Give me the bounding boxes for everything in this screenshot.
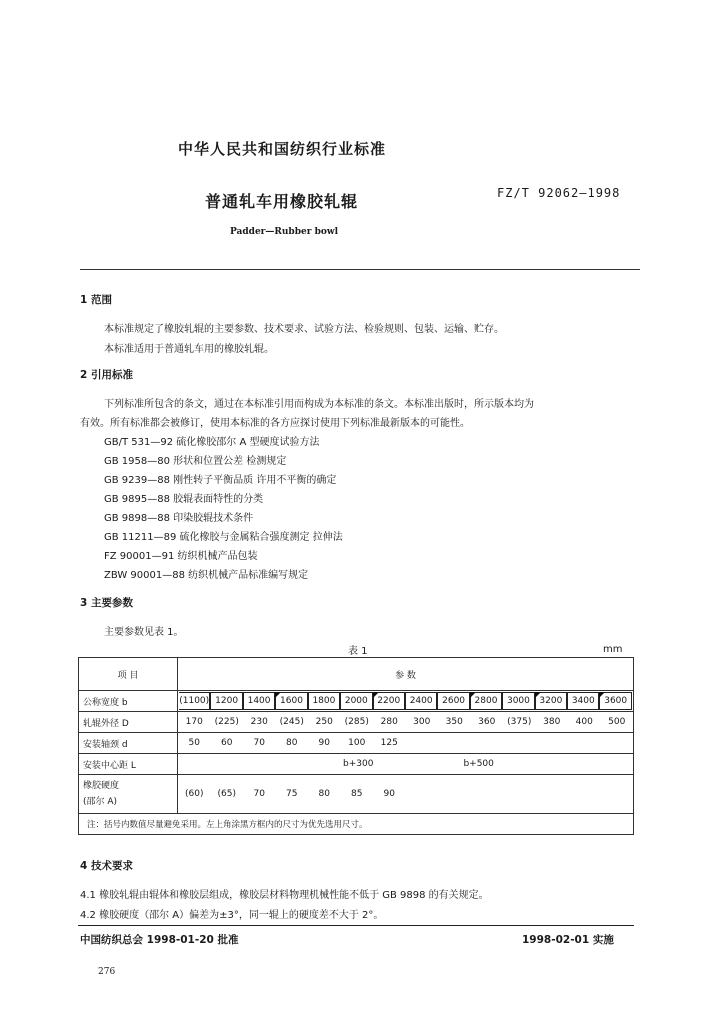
- row-label-center: 安装中心距 L: [79, 754, 178, 775]
- reference-item: FZ 90001—91 纺织机械产品包装: [104, 551, 258, 562]
- hardness-cell: 85: [351, 789, 363, 799]
- width-cell: 1200: [210, 692, 242, 710]
- width-cell: 2800: [470, 692, 502, 710]
- hardness-values: [178, 789, 633, 799]
- section3-intro: 主要参数见表 1。: [104, 627, 184, 638]
- diameter-cell: 170: [185, 717, 203, 727]
- header-rule: [80, 269, 640, 270]
- hardness-cell: 70: [253, 789, 265, 799]
- width-cell: 1400: [243, 692, 275, 710]
- section4-item1: 4.1 橡胶轧辊由辊体和橡胶层组成，橡胶层材料物理机械性能不低于 GB 9898 的有关规定。: [80, 890, 489, 901]
- section1-heading: 1 范围: [80, 294, 112, 306]
- section2-intro2: 有效。所有标准都会被修订，使用本标准的各方应探讨使用下列标准最新版本的可能性。: [80, 418, 470, 429]
- journal-cell: 70: [253, 738, 265, 748]
- standard-code: FZ/T 92062—1998: [497, 186, 621, 200]
- width-cell: 1800: [308, 692, 340, 710]
- section2-heading: 2 引用标准: [80, 369, 133, 381]
- journal-cell: 100: [348, 738, 366, 748]
- center-value: b+500: [463, 759, 494, 769]
- table-unit: mm: [603, 644, 623, 655]
- diameter-cell: (375): [507, 717, 532, 727]
- journal-cell: 60: [221, 738, 233, 748]
- english-title: Padder—Rubber bowl: [230, 227, 339, 237]
- row-label-diameter: 轧辊外径 D: [79, 712, 178, 733]
- width-cell: 1600: [275, 692, 307, 710]
- row-label-journal: 安装轴颈 d: [79, 733, 178, 754]
- width-values: [179, 691, 632, 711]
- reference-item: GB 9898—88 印染胶辊技术条件: [104, 513, 254, 524]
- journal-cell: 125: [380, 738, 398, 748]
- width-cell: 3200: [535, 692, 567, 710]
- reference-item: GB/T 531—92 硫化橡胶邵尔 A 型硬度试验方法: [104, 437, 320, 448]
- implementation-date: 1998-02-01 实施: [522, 934, 614, 946]
- diameter-cell: (285): [344, 717, 369, 727]
- width-cell: 3400: [567, 692, 599, 710]
- reference-item: GB 1958—80 形状和位置公差 检测规定: [104, 456, 287, 467]
- diameter-cell: (225): [214, 717, 239, 727]
- approval-date: 中国纺织总会 1998-01-20 批准: [80, 934, 239, 946]
- reference-item: GB 11211—89 硫化橡胶与金属粘合强度测定 拉伸法: [104, 532, 343, 543]
- diameter-cell: 500: [608, 717, 626, 727]
- hardness-cell: (65): [217, 789, 236, 799]
- section4-item2: 4.2 橡胶硬度（邵尔 A）偏差为±3°，同一辊上的硬度差不大于 2°。: [80, 910, 384, 921]
- center-value: b+300: [343, 759, 374, 769]
- section4-heading: 4 技术要求: [80, 860, 133, 872]
- section1-line2: 本标准适用于普通轧车用的橡胶轧辊。: [104, 344, 274, 355]
- width-cell: 2400: [405, 692, 437, 710]
- hardness-label-line1: 橡胶硬度: [83, 781, 120, 791]
- width-cell: 2000: [340, 692, 372, 710]
- issuing-organization: 中华人民共和国纺织行业标准: [178, 140, 387, 158]
- table-note: 注：括号内数值尽量避免采用。左上角涂黑方框内的尺寸为优先选用尺寸。: [79, 814, 634, 835]
- journal-values: [178, 738, 633, 748]
- journal-cell: 50: [188, 738, 200, 748]
- row-label-hardness: [79, 775, 178, 814]
- diameter-cell: 230: [250, 717, 268, 727]
- table-title: 表 1: [348, 646, 368, 657]
- diameter-cell: 250: [315, 717, 333, 727]
- width-cell: 2600: [437, 692, 469, 710]
- diameter-cell: 300: [413, 717, 431, 727]
- hardness-cell: 80: [318, 789, 330, 799]
- width-cell: 3600: [599, 692, 631, 710]
- width-cell: 2200: [373, 692, 405, 710]
- diameter-cell: (245): [279, 717, 304, 727]
- diameter-cell: 350: [445, 717, 463, 727]
- width-cell: (1100): [179, 692, 210, 710]
- standard-title: 普通轧车用橡胶轧辊: [205, 192, 359, 211]
- hardness-label-line2: (邵尔 A): [83, 797, 118, 807]
- hardness-cell: 75: [286, 789, 298, 799]
- journal-cell: 90: [318, 738, 330, 748]
- diameter-cell: 280: [380, 717, 398, 727]
- center-values: [178, 754, 633, 774]
- page-number: 276: [98, 967, 116, 977]
- footer-rule: [78, 925, 634, 926]
- diameter-cell: 380: [543, 717, 561, 727]
- reference-item: GB 9895—88 胶辊表面特性的分类: [104, 494, 264, 505]
- reference-item: GB 9239—88 刚性转子平衡品质 许用不平衡的确定: [104, 475, 337, 486]
- reference-item: ZBW 90001—88 纺织机械产品标准编写规定: [104, 570, 309, 581]
- width-cell: 3000: [502, 692, 534, 710]
- section1-line1: 本标准规定了橡胶轧辊的主要参数、技术要求、试验方法、检验规则、包装、运输、贮存。: [104, 324, 504, 335]
- diameter-cell: 400: [575, 717, 593, 727]
- header-item: 项 目: [79, 658, 178, 691]
- header-params: 参 数: [178, 658, 634, 691]
- hardness-cell: (60): [185, 789, 204, 799]
- section2-intro1: 下列标准所包含的条文，通过在本标准引用而构成为本标准的条文。本标准出版时，所示版本均为: [104, 399, 534, 410]
- hardness-cell: 90: [383, 789, 395, 799]
- row-label-width: 公称宽度 b: [79, 691, 178, 712]
- parameter-table: [78, 657, 634, 835]
- diameter-cell: 360: [478, 717, 496, 727]
- diameter-values: [178, 717, 633, 727]
- journal-cell: 80: [286, 738, 298, 748]
- section3-heading: 3 主要参数: [80, 597, 133, 609]
